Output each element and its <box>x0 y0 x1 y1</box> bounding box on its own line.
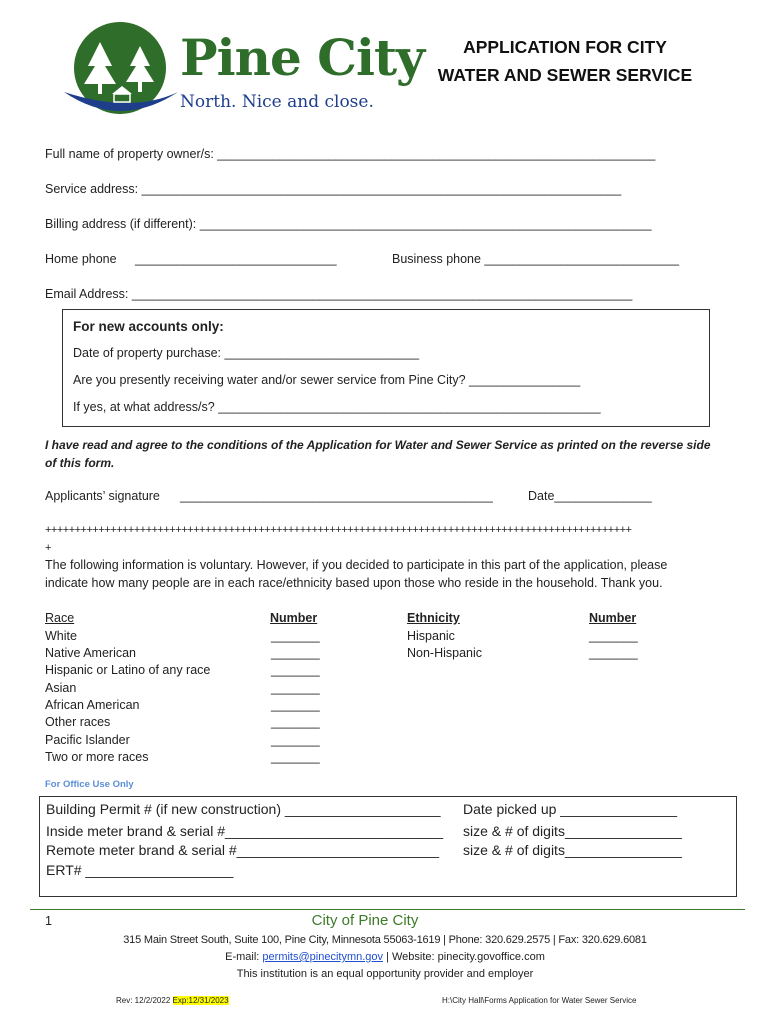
business-phone-field[interactable]: Business phone ____________________________ <box>392 252 680 266</box>
office-use-box <box>39 796 737 897</box>
purchase-date-field[interactable]: Date of property purchase: ____________________________ <box>73 346 420 360</box>
page-number: 1 <box>45 914 52 928</box>
inside-meter-digits-field[interactable]: size & # of digits_______________ <box>463 823 682 839</box>
logo-tagline: North. Nice and close. <box>180 92 374 112</box>
inside-meter-field[interactable]: Inside meter brand & serial #____________________________ <box>46 823 443 839</box>
signature-field[interactable]: _____________________________________________ <box>180 489 493 503</box>
ethnicity-header: Ethnicity <box>407 611 460 625</box>
owner-name-field[interactable]: Full name of property owner/s: _______________________________________________________________ <box>45 147 656 161</box>
race-african-american: African American <box>45 698 140 712</box>
agreement-text-line-2: of this form. <box>45 456 115 470</box>
race-two-or-more: Two or more races <box>45 750 149 764</box>
race-other: Other races <box>45 715 111 729</box>
race-header: Race <box>45 611 75 625</box>
race-number-blank[interactable]: _______ <box>271 698 320 712</box>
race-number-blank[interactable]: _______ <box>271 750 320 764</box>
service-address-field[interactable]: Service address: _____________________________________________________________________ <box>45 182 622 196</box>
race-white: White <box>45 629 77 643</box>
ethnicity-number-header: Number <box>589 611 637 625</box>
title-line-1: APPLICATION FOR CITY <box>463 37 667 57</box>
office-use-label: For Office Use Only <box>45 779 134 790</box>
home-phone-field[interactable]: _____________________________ <box>135 252 337 266</box>
email-link[interactable]: permits@pinecitymn.gov <box>262 951 384 963</box>
date-picked-up-field[interactable]: Date picked up _______________ <box>463 801 678 817</box>
ethnicity-number-blank[interactable]: _______ <box>589 629 638 643</box>
race-number-blank[interactable]: _______ <box>271 629 320 643</box>
footer-city-name: City of Pine City <box>311 912 419 929</box>
ethnicity-hispanic: Hispanic <box>407 629 455 643</box>
file-path: H:\City Hall\Forms Application for Water Sewer Service <box>442 996 637 1005</box>
expiration-date: Exp:12/31/2023 <box>172 996 229 1005</box>
race-number-header: Number <box>270 611 318 625</box>
billing-address-field[interactable]: Billing address (if different): _________________________________________________________________ <box>45 217 652 231</box>
separator-tail: + <box>45 542 52 554</box>
home-phone-label: Home phone <box>45 252 117 266</box>
voluntary-text-line-2: indicate how many people are in each race/ethnicity based upon those who reside in the household. Thank you. <box>45 576 663 590</box>
previous-address-field[interactable]: If yes, at what address/s? _______________________________________________________ <box>73 400 601 414</box>
agreement-text-line-1: I have read and agree to the conditions of the Application for Water and Sewer Service as printed on the reverse side <box>45 438 711 452</box>
voluntary-text-line-1: The following information is voluntary. However, if you decided to participate in this part of the application, please <box>45 558 668 572</box>
race-asian: Asian <box>45 681 77 695</box>
race-number-blank[interactable]: _______ <box>271 715 320 729</box>
footer-rev-line <box>116 996 229 1005</box>
race-number-blank[interactable]: _______ <box>271 733 320 747</box>
new-accounts-box <box>62 309 710 427</box>
building-permit-field[interactable]: Building Permit # (if new construction) ____________________ <box>46 801 441 817</box>
email-prefix: E-mail: <box>225 951 263 963</box>
race-hispanic-latino: Hispanic or Latino of any race <box>45 663 211 677</box>
footer-contact <box>0 951 770 963</box>
signature-date-field[interactable]: Date______________ <box>528 489 652 503</box>
logo-name: Pine City <box>180 28 425 87</box>
ethnicity-number-blank[interactable]: _______ <box>589 646 638 660</box>
website-text: | Website: pinecity.govoffice.com <box>383 951 545 963</box>
signature-label: Applicants’ signature <box>45 489 160 503</box>
revision-date: Rev: 12/2/2022 <box>116 996 171 1005</box>
title-line-2: WATER AND SEWER SERVICE <box>437 65 693 85</box>
race-number-blank[interactable]: _______ <box>271 646 320 660</box>
footer-address: 315 Main Street South, Suite 100, Pine City, Minnesota 55063-1619 | Phone: 320.629.2575 | Fax: 320.629.6081 <box>123 934 647 946</box>
email-address-field[interactable]: Email Address: ________________________________________________________________________ <box>45 287 633 301</box>
new-accounts-heading: For new accounts only: <box>73 319 224 334</box>
race-number-blank[interactable]: _______ <box>271 663 320 677</box>
separator-line: +++++++++++++++++++++++++++++++++++++++++++++++++++++++++++++++++++++++++++++++++++++++++++++++++++ <box>45 524 632 536</box>
race-pacific-islander: Pacific Islander <box>45 733 130 747</box>
page-title <box>420 33 710 89</box>
current-service-field[interactable]: Are you presently receiving water and/or sewer service from Pine City? ________________ <box>73 373 581 387</box>
footer-divider <box>30 909 745 910</box>
race-native-american: Native American <box>45 646 137 660</box>
equal-opportunity-text: This institution is an equal opportunity provider and employer <box>236 968 534 980</box>
ethnicity-non-hispanic: Non-Hispanic <box>407 646 483 660</box>
remote-meter-digits-field[interactable]: size & # of digits_______________ <box>463 842 682 858</box>
race-number-blank[interactable]: _______ <box>271 681 320 695</box>
remote-meter-field[interactable]: Remote meter brand & serial #__________________________ <box>46 842 440 858</box>
ert-field[interactable]: ERT# ___________________ <box>46 862 234 878</box>
pine-city-logo <box>62 22 425 118</box>
